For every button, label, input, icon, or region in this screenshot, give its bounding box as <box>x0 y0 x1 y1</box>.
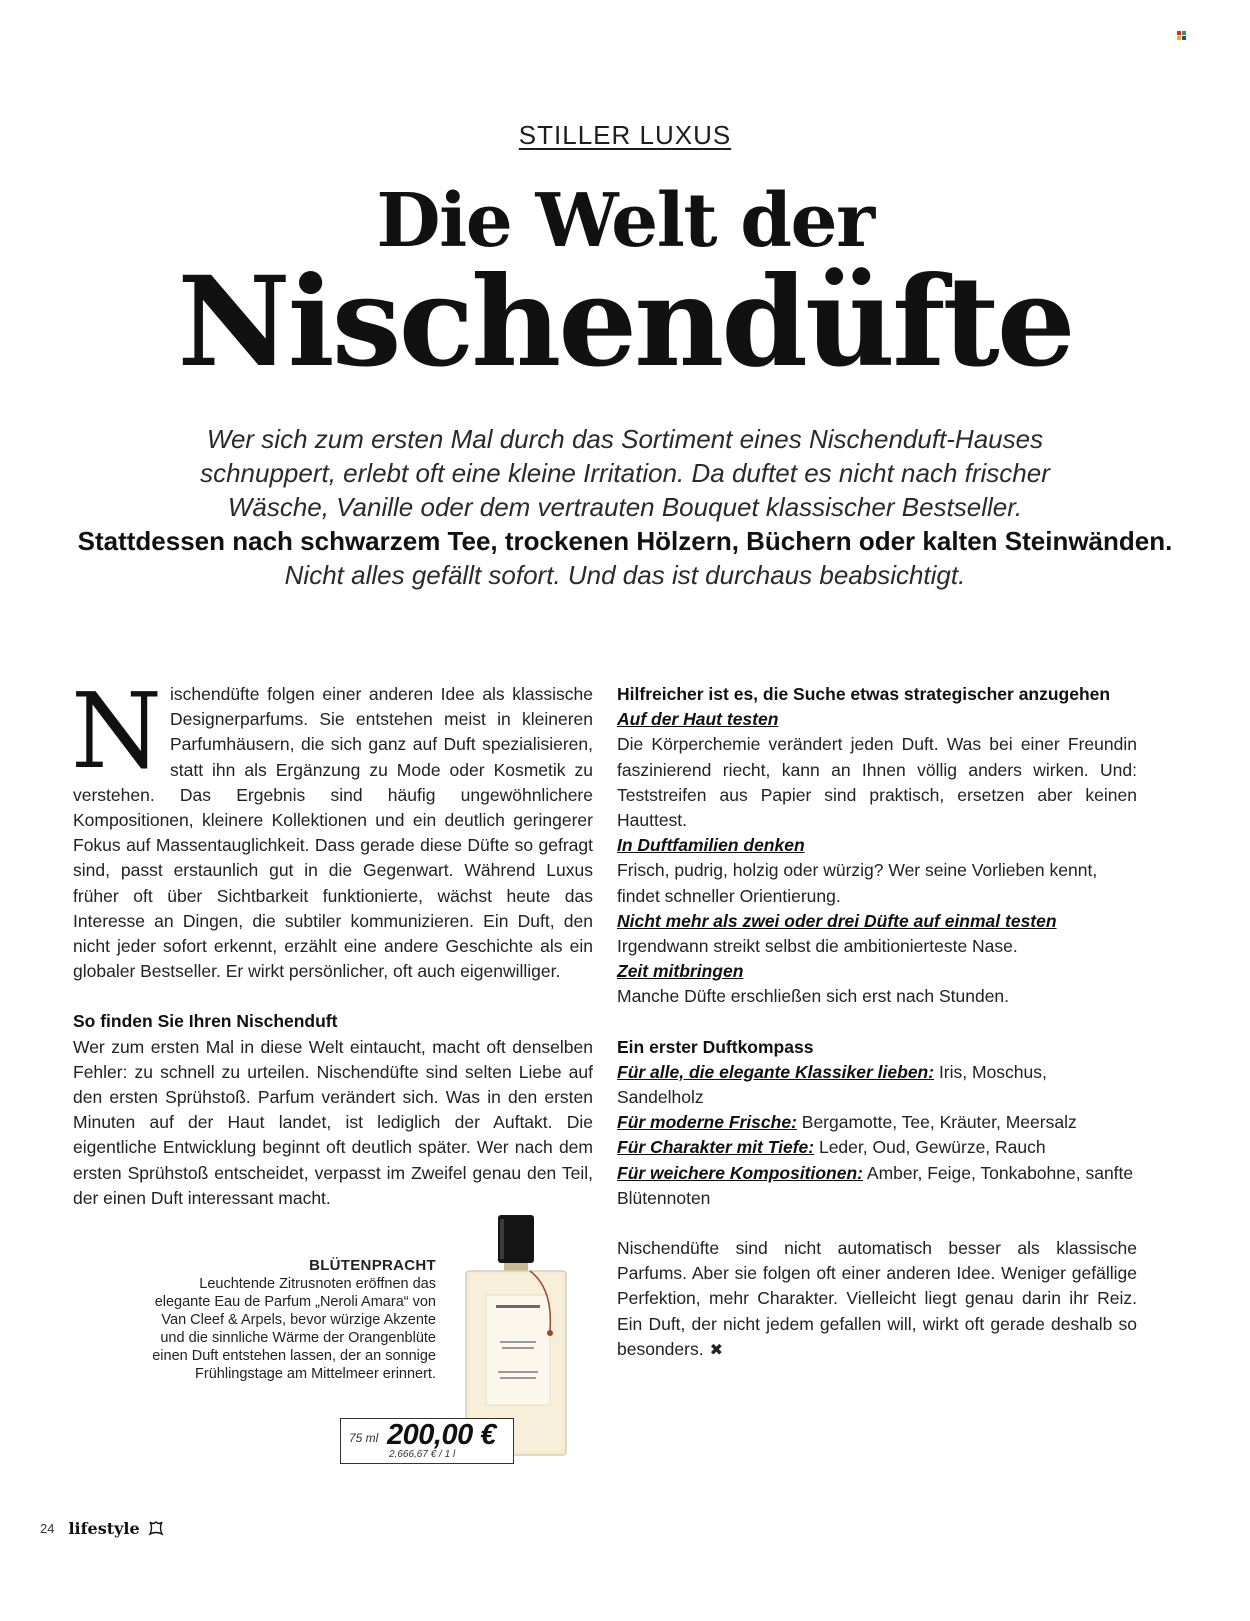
end-mark-icon: ✖ <box>709 1341 723 1359</box>
compass-item <box>617 1060 1137 1110</box>
tip-title: Auf der Haut testen <box>617 709 779 730</box>
compass-item-title: Für weichere Kompositionen: <box>617 1162 863 1183</box>
tip-title: Nicht mehr als zwei oder drei Düfte auf einmal testen <box>617 910 1057 931</box>
page-number: 24 <box>40 1520 55 1536</box>
page-title-line2: Nischendüfte <box>177 250 1073 395</box>
right-column <box>617 682 1137 1363</box>
flower-logo-icon <box>148 1520 164 1536</box>
brand-name: lifestyle <box>68 1518 140 1538</box>
compass-item-title: Für alle, die elegante Klassiker lieben: <box>617 1061 935 1082</box>
left-column <box>71 670 593 1211</box>
page-footer <box>40 1517 164 1539</box>
price-size: 75 ml <box>349 1431 379 1445</box>
compass-item <box>617 1135 1137 1160</box>
tip-title: Zeit mitbringen <box>617 961 744 982</box>
section-kicker: STILLER LUXUS <box>518 120 732 150</box>
compass-item-title: Für moderne Frische: <box>617 1112 797 1133</box>
lead-paragraph <box>60 422 1190 592</box>
lead-line-bold <box>60 524 1190 592</box>
section-heading: So finden Sie Ihren Nischenduft <box>73 1011 338 1032</box>
lead-line: Wäsche, Vanille oder dem vertrauten Bouquet klassischer Bestseller. <box>227 492 1023 522</box>
closing-text: Nischendüfte sind nicht automatisch besser als klassische Parfums. Aber sie folgen oft einer anderen Idee. Weniger gefällige Perfektion, mehr Charakter. Vielleicht liegt genau darin ihr Reiz. Ein Duft, der nicht jedem gefallen will, wirkt oft gerade deshalb so besonders. <box>617 1238 1137 1359</box>
lead-line: schnuppert, erlebt oft eine kleine Irritation. Da duftet es nicht nach frischer <box>200 458 1050 488</box>
tip-title: In Duftfamilien denken <box>617 835 805 856</box>
drop-cap: N <box>71 670 162 792</box>
color-registration-mark <box>1177 31 1186 40</box>
caption-title: BLÜTENPRACHT <box>309 1257 436 1274</box>
price-tag <box>340 1418 514 1464</box>
unit-price: 2.666,67 € / 1 l <box>389 1449 456 1460</box>
intro-paragraph <box>71 670 593 984</box>
closing-paragraph <box>617 1236 1137 1363</box>
lead-line: Wer sich zum ersten Mal durch das Sortiment eines Nischenduft-Hauses <box>206 424 1044 454</box>
tips-heading: Hilfreicher ist es, die Suche etwas strategischer anzugehen <box>617 684 1111 704</box>
compass-item-text: Amber, Feige, Tonkabohne, sanfte Blütennoten <box>617 1162 1134 1208</box>
tip-text: Irgendwann streikt selbst die ambitionierteste Nase. <box>617 936 1018 957</box>
compass-item-text: Iris, Moschus, Sandelholz <box>617 1061 1047 1108</box>
lead-tail-text: Nicht alles gefällt sofort. Und das ist durchaus beabsichtigt. <box>284 560 966 590</box>
tip-text: Manche Düfte erschließen sich erst nach Stunden. <box>617 986 1010 1007</box>
caption-text: Leuchtende Zitrusnoten eröffnen das elegante Eau de Parfum „Neroli Amara“ von Van Cleef & Arpels, bevor würzige Akzente und die sinnliche Wärme der Orangenblüte einen Duft entstehen lassen, der an sonnige Frühlingstage am Mittelmeer erinnert. <box>152 1276 436 1382</box>
compass-item <box>617 1110 1137 1135</box>
section-paragraph: Wer zum ersten Mal in diese Welt eintaucht, macht oft denselben Fehler: zu schnell zu urteilen. Nischendüfte sind selten Liebe auf den ersten Sprühstoß. Parfum verändert sich. Was in den ersten Minuten auf der Haut landet, ist lediglich der Auftakt. Die eigentliche Entwicklung beginnt oft deutlich später. Wer nach dem ersten Sprühstoß entscheidet, verpasst im Zweifel genau den Teil, der einen Duft interessant macht. <box>73 1036 593 1208</box>
lead-bold-text: Stattdessen nach schwarzem Tee, trockenen Hölzern, Büchern oder kalten Steinwänden. <box>77 526 1173 556</box>
compass-item-title: Für Charakter mit Tiefe: <box>617 1137 815 1158</box>
compass-heading: Ein erster Duftkompass <box>617 1036 814 1057</box>
intro-text: ischendüfte folgen einer anderen Idee als klassische Designerparfums. Sie entstehen meist in kleineren Parfumhäusern, die sich ganz auf Duft spezialisieren, statt ihn als Ergänzung zu Mode oder Kosmetik zu verstehen. Das Ergebnis sind häufig ungewöhnlichere Kompositionen, kleinere Kollektionen und ein deutlich geringerer Fokus auf Massentauglichkeit. Dass gerade diese Düfte so gefragt sind, passt erstaunlich gut in die Gegenwart. Während Luxus früher oft über Sichtbarkeit funktionierte, wächst heute das Interesse an Dingen, die subtiler kommunizieren. Ein Duft, den nicht jeder sofort erkennt, erzählt eine andere Geschichte als ein globaler Bestseller. Er wirkt persönlicher, oft auch eigenwilliger. <box>73 684 593 982</box>
product-caption <box>150 1257 436 1383</box>
compass-item-text: Leder, Oud, Gewürze, Rauch <box>814 1137 1046 1158</box>
tip-text: Frisch, pudrig, holzig oder würzig? Wer seine Vorlieben kennt, findet schneller Orientierung. <box>617 860 1098 906</box>
tip-text: Die Körperchemie verändert jeden Duft. Was bei einer Freundin faszinierend riecht, kann an Ihnen völlig anders wirken. Und: Teststreifen aus Papier sind praktisch, ersetzen aber keinen Hauttest. <box>617 734 1137 831</box>
compass-item <box>617 1161 1137 1211</box>
compass-item-text: Bergamotte, Tee, Kräuter, Meersalz <box>796 1112 1077 1133</box>
page-title-line1: Die Welt der <box>376 178 874 264</box>
price-value: 200,00 € <box>387 1419 496 1451</box>
